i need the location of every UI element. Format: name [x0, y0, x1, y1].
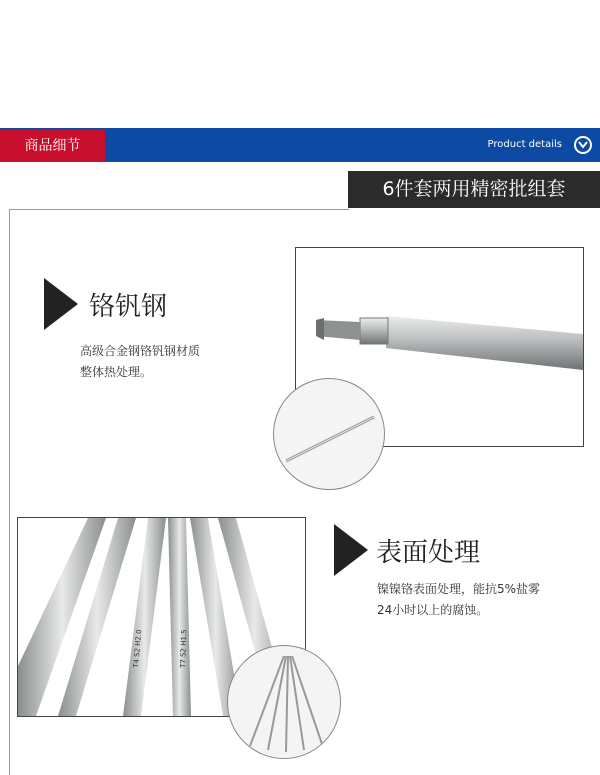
details-tag: 商品细节 [0, 130, 105, 162]
frame-line-left [9, 209, 10, 775]
section2-text [377, 579, 540, 621]
detail-circle-tip [273, 378, 385, 490]
section1-line2: 整体热处理。 [80, 365, 153, 379]
section1-bullet-icon [44, 278, 78, 330]
detail-circle-bits [227, 645, 341, 759]
product-title: 6件套两用精密批组套 [348, 171, 600, 208]
product-details-label: Product details [487, 139, 562, 150]
section2-heading: 表面处理 [376, 538, 481, 568]
bit-label-1: T4 S2 H2.0 [132, 629, 144, 669]
chevron-down-circle-icon[interactable] [574, 136, 592, 154]
section2-line2: 24小时以上的腐蚀。 [377, 603, 489, 617]
bit-label-2: T7 S2 H1.5 [179, 629, 189, 669]
frame-line-top [9, 209, 349, 210]
section2-line1: 镍镍铬表面处理，能抗5%盐雾 [377, 582, 541, 596]
section1-heading: 铬钒钢 [89, 292, 168, 322]
section2-bullet-icon [334, 524, 368, 576]
section1-line1: 高级合金钢铬钒钢材质 [80, 344, 201, 358]
section1-text [80, 341, 200, 383]
